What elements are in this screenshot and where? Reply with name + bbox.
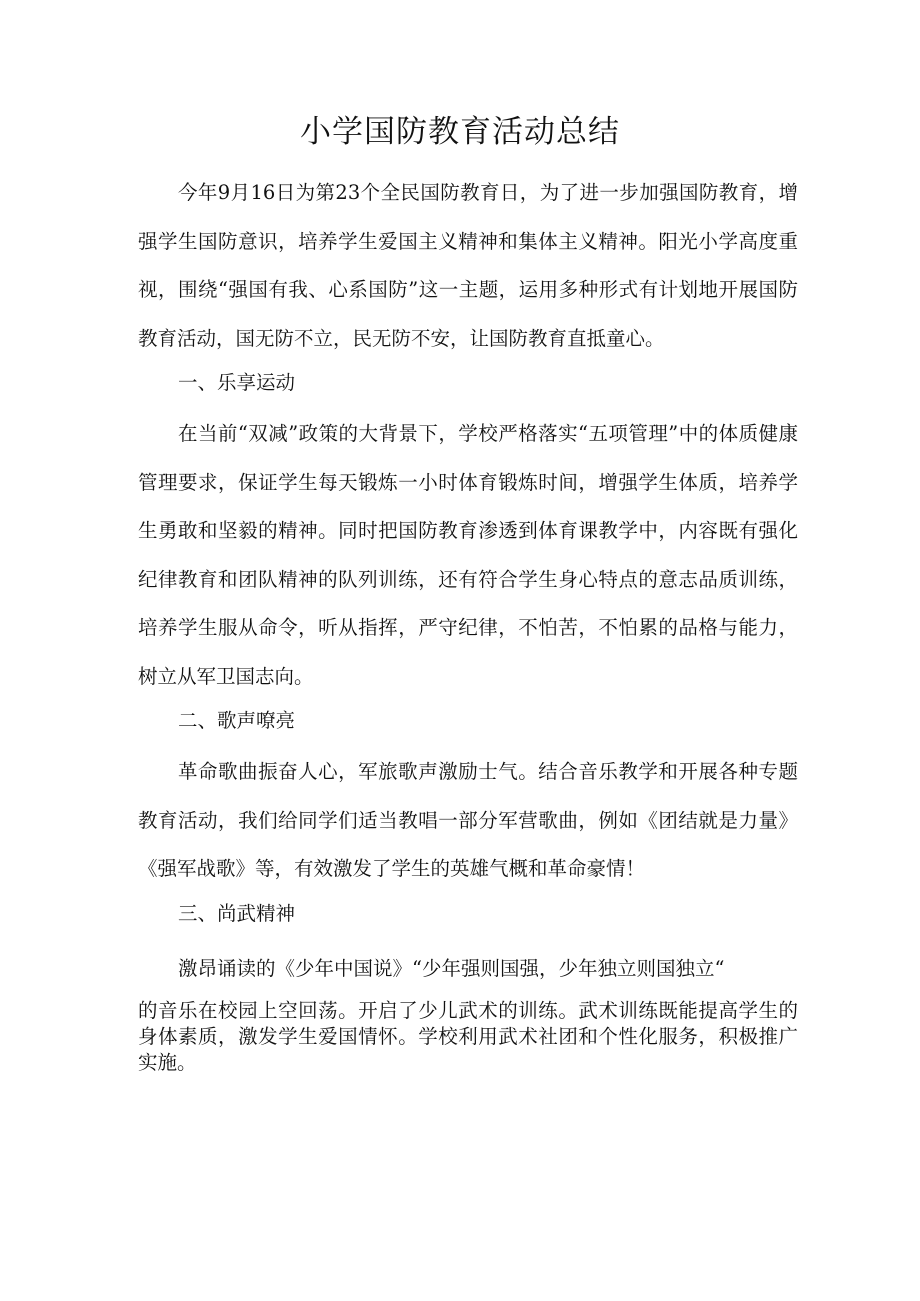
section-body-martial-rest: 的音乐在校园上空回荡。开启了少儿武术的训练。武术训练既能提高学生的身体素质，激发学生爱国情怀。学校利用武术社团和个性化服务，积极推广实施。 (138, 999, 798, 1074)
section-heading-sports: 一、乐享运动 (178, 371, 296, 394)
section-heading-songs: 二、歌声嘹亮 (178, 709, 296, 732)
section-body-songs: 革命歌曲振奋人心，军旅歌声激励士气。结合音乐教学和开展各种专题教育活动，我们给同学们适当教唱一部分军营歌曲，例如《团结就是力量》《强军战歌》等，有效激发了学生的英雄气概和革命豪情！ (138, 760, 798, 880)
section-body-sports: 在当前“双减”政策的大背景下，学校严格落实“五项管理”中的体质健康管理要求，保证学生每天锻炼一小时体育锻炼时间，增强学生体质，培养学生勇敢和坚毅的精神。同时把国防教育渗透到体育课教学中，内容既有强化纪律教育和团队精神的队列训练，还有符合学生身心特点的意志品质训练，培养学生服从命令，听从指挥，严守纪律，不怕苦，不怕累的品格与能力，树立从军卫国志向。 (138, 422, 798, 688)
section-body-martial-line1: 激昂诵读的《少年中国说》“少年强则国强，少年独立则国独立“ (178, 957, 725, 980)
document-title: 小学国防教育活动总结 (300, 114, 620, 150)
section-heading-martial: 三、尚武精神 (178, 902, 296, 925)
intro-paragraph: 今年9月16日为第23个全民国防教育日，为了进一步加强国防教育，增强学生国防意识，培养学生爱国主义精神和集体主义精神。阳光小学高度重视，围绕“强国有我、心系国防”这一主题，运用多种形式有计划地开展国防教育活动，国无防不立，民无防不安，让国防教育直抵童心。 (138, 181, 798, 350)
